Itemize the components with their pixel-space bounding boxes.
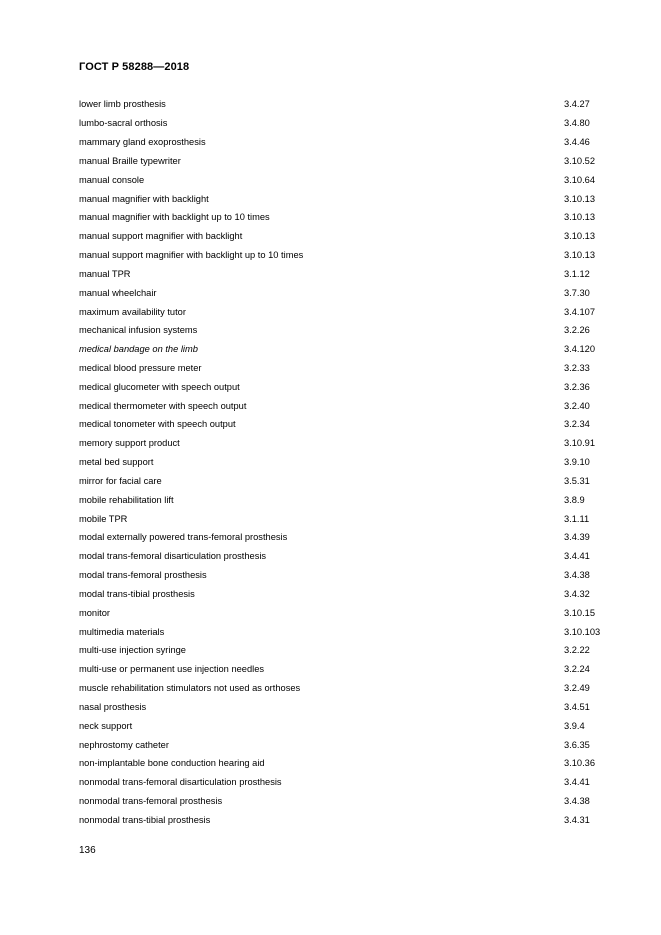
index-entry: [79, 189, 619, 208]
index-entry: [79, 377, 619, 396]
index-term: manual support magnifier with backlight up to 10 times: [79, 250, 304, 261]
index-entry: [79, 95, 619, 114]
index-term: metal bed support: [79, 457, 154, 468]
index-term: multi-use or permanent use injection needles: [79, 664, 265, 675]
index-entry: [79, 698, 619, 717]
index-entry: [79, 810, 619, 829]
index-term: nonmodal trans-femoral disarticulation prosthesis: [79, 777, 282, 788]
index-reference: 3.4.31: [564, 814, 590, 825]
index-term: manual console: [79, 174, 145, 185]
index-entry: [79, 660, 619, 679]
index-term: modal trans-femoral prosthesis: [79, 570, 207, 581]
index-entry: [79, 359, 619, 378]
index-term: multimedia materials: [79, 626, 165, 637]
index-reference: 3.4.51: [564, 701, 590, 712]
index-reference: 3.4.38: [564, 796, 590, 807]
index-entry: [79, 622, 619, 641]
index-reference: 3.10.13: [564, 250, 596, 261]
index-entry: [79, 170, 619, 189]
index-term: monitor: [79, 607, 111, 618]
index-term: muscle rehabilitation stimulators not used as orthoses: [79, 683, 301, 694]
index-entry: [79, 283, 619, 302]
index-term: modal trans-femoral disarticulation prosthesis: [79, 551, 267, 562]
index-reference: 3.10.13: [564, 212, 596, 223]
index-entry: [79, 208, 619, 227]
index-entry: [79, 528, 619, 547]
page-number: 136: [79, 845, 96, 856]
index-reference: 3.4.41: [564, 777, 590, 788]
index-term: manual support magnifier with backlight: [79, 231, 243, 242]
index-term: medical thermometer with speech output: [79, 400, 247, 411]
index-entry: [79, 264, 619, 283]
index-reference: 3.2.24: [564, 664, 590, 675]
index-entry: [79, 641, 619, 660]
index-reference: 3.8.9: [564, 494, 585, 505]
index-reference: 3.10.64: [564, 174, 596, 185]
index-entry: [79, 566, 619, 585]
index-reference: 3.10.52: [564, 155, 596, 166]
index-reference: 3.10.91: [564, 438, 596, 449]
index-term: mirror for facial care: [79, 475, 162, 486]
index-entry: [79, 490, 619, 509]
index-reference: 3.5.31: [564, 475, 590, 486]
index-entry: [79, 547, 619, 566]
index-reference: 3.4.32: [564, 588, 590, 599]
index-term: mobile TPR: [79, 513, 128, 524]
index-term: medical bandage on the limb: [79, 344, 198, 355]
index-reference: 3.4.38: [564, 570, 590, 581]
index-term: medical glucometer with speech output: [79, 381, 240, 392]
index-term: modal externally powered trans-femoral prosthesis: [79, 532, 288, 543]
index-entry: [79, 792, 619, 811]
index-term: manual Braille typewriter: [79, 155, 181, 166]
index-reference: 3.7.30: [564, 287, 590, 298]
index-reference: 3.10.13: [564, 193, 596, 204]
index-entry: [79, 585, 619, 604]
index-reference: 3.4.107: [564, 306, 596, 317]
index-entry: [79, 716, 619, 735]
index-reference: 3.9.4: [564, 720, 585, 731]
index-reference: 3.2.36: [564, 381, 590, 392]
index-term: nephrostomy catheter: [79, 739, 169, 750]
index-entry: [79, 415, 619, 434]
index-reference: 3.10.13: [564, 231, 596, 242]
index-entry: [79, 735, 619, 754]
index-term: manual magnifier with backlight up to 10 times: [79, 212, 270, 223]
index-reference: 3.2.34: [564, 419, 590, 430]
index-term: neck support: [79, 720, 133, 731]
index-term: lower limb prosthesis: [79, 99, 166, 110]
index-entry: [79, 754, 619, 773]
index-entry: [79, 133, 619, 152]
index-entry: [79, 679, 619, 698]
index-reference: 3.4.27: [564, 99, 590, 110]
index-entry: [79, 509, 619, 528]
index-entry: [79, 396, 619, 415]
index-reference: 3.4.80: [564, 118, 590, 129]
index-entry: [79, 340, 619, 359]
index-term: manual TPR: [79, 268, 131, 279]
index-entry: [79, 227, 619, 246]
document-header: ГОСТ Р 58288—2018: [79, 61, 190, 73]
index-term: nonmodal trans-tibial prosthesis: [79, 814, 211, 825]
index-reference: 3.4.46: [564, 137, 590, 148]
index-term: maximum availability tutor: [79, 306, 186, 317]
index-term: medical tonometer with speech output: [79, 419, 236, 430]
index-list: [79, 95, 619, 829]
index-reference: 3.2.49: [564, 683, 590, 694]
index-reference: 3.9.10: [564, 457, 590, 468]
index-term: medical blood pressure meter: [79, 363, 202, 373]
index-entry: [79, 434, 619, 453]
index-reference: 3.2.33: [564, 363, 590, 373]
index-reference: 3.4.120: [564, 344, 596, 355]
index-term: manual magnifier with backlight: [79, 193, 209, 204]
index-entry: [79, 246, 619, 265]
index-reference: 3.4.41: [564, 551, 590, 562]
index-term: lumbo-sacral orthosis: [79, 118, 168, 129]
index-entry: [79, 114, 619, 133]
index-term: modal trans-tibial prosthesis: [79, 588, 195, 599]
index-reference: 3.2.26: [564, 325, 590, 336]
index-entry: [79, 151, 619, 170]
index-entry: [79, 603, 619, 622]
index-reference: 3.2.40: [564, 400, 590, 411]
index-term: nonmodal trans-femoral prosthesis: [79, 796, 223, 807]
index-term: mechanical infusion systems: [79, 325, 198, 336]
index-term: mammary gland exoprosthesis: [79, 137, 206, 148]
index-reference: 3.10.36: [564, 758, 596, 769]
index-term: manual wheelchair: [79, 287, 157, 298]
index-term: nasal prosthesis: [79, 701, 147, 712]
index-term: multi-use injection syringe: [79, 645, 186, 656]
index-entry: [79, 321, 619, 340]
index-term: memory support product: [79, 438, 180, 449]
index-reference: 3.6.35: [564, 739, 590, 750]
index-entry: [79, 302, 619, 321]
index-reference: 3.1.12: [564, 268, 590, 279]
index-entry: [79, 453, 619, 472]
index-reference: 3.2.22: [564, 645, 590, 656]
index-reference: 3.1.11: [564, 513, 590, 524]
index-entry: [79, 773, 619, 792]
index-term: mobile rehabilitation lift: [79, 494, 174, 505]
index-reference: 3.10.15: [564, 607, 596, 618]
index-reference: 3.10.103: [564, 626, 601, 637]
index-term: non-implantable bone conduction hearing aid: [79, 758, 265, 769]
index-entry: [79, 472, 619, 491]
index-reference: 3.4.39: [564, 532, 590, 543]
